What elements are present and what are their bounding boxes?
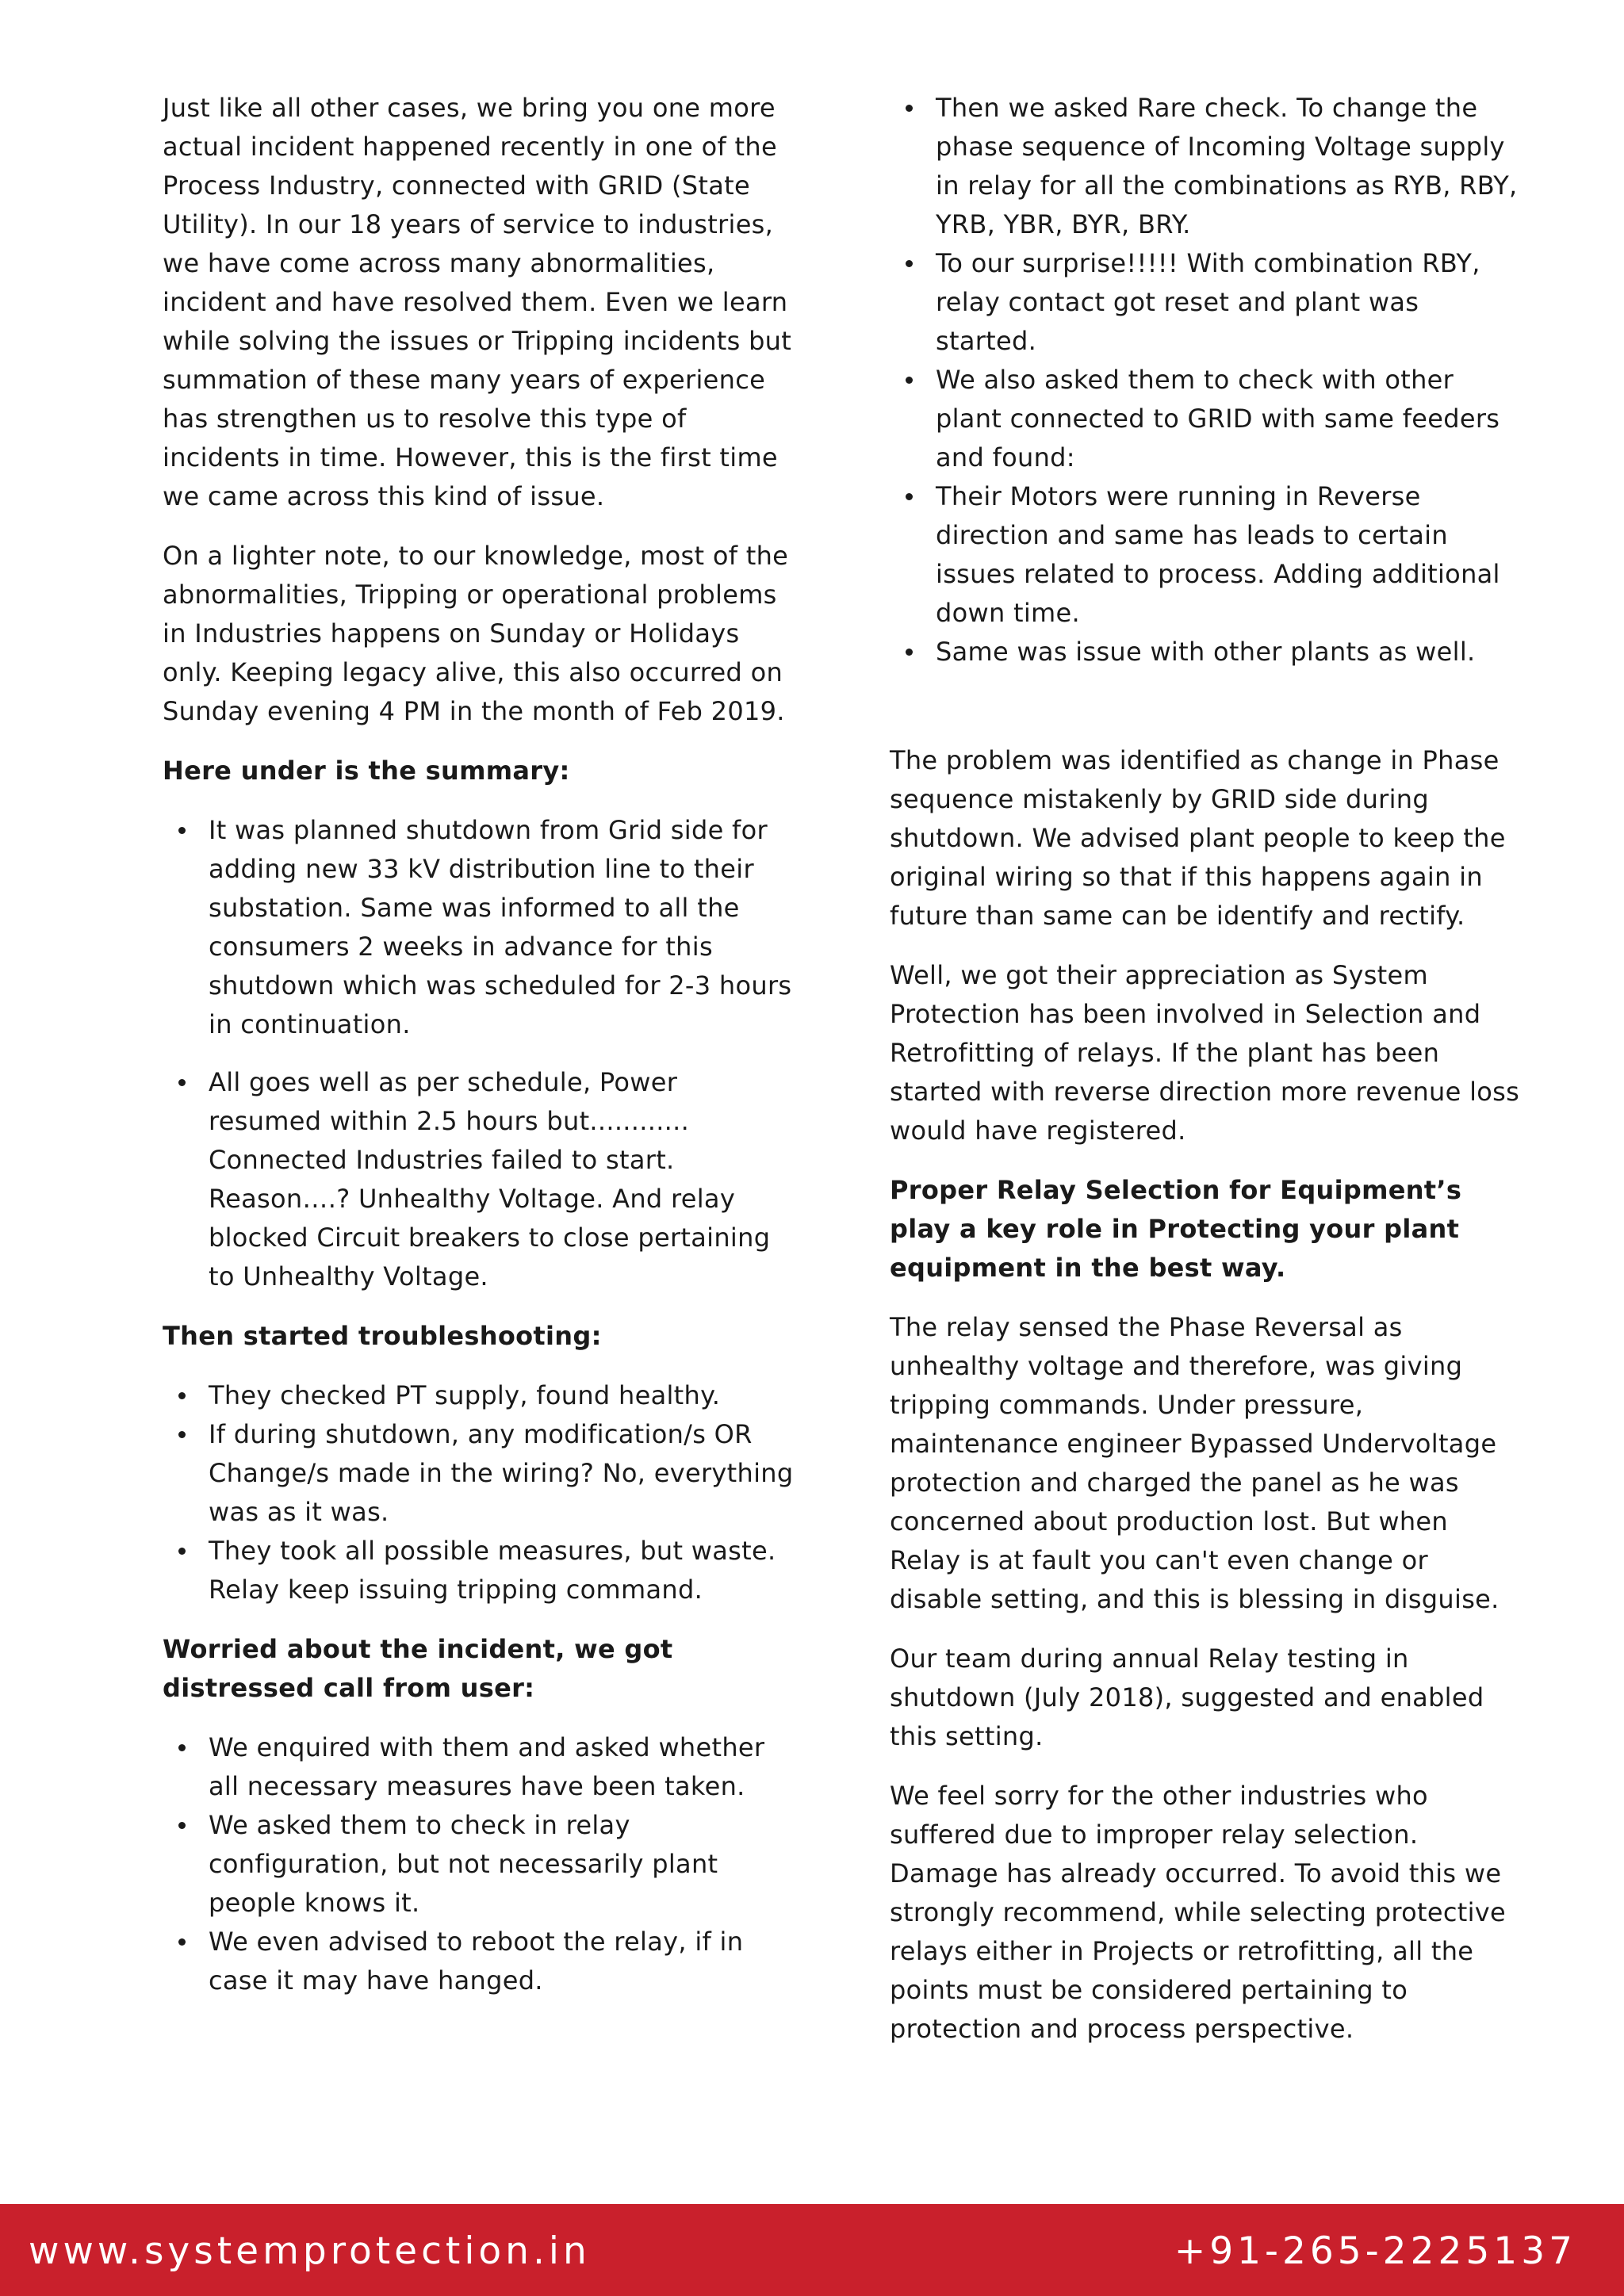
phone-number[interactable]: +91-265-2225137 (1174, 2229, 1576, 2273)
list-item: Then we asked Rare check. To change the phase sequence of Incoming Voltage supply in relay for all the combinations as RYB, RBY, YRB, YBR, BYR, BRY. (936, 89, 1524, 244)
list-item: To our surprise!!!!! With combination RBY, relay contact got reset and plant was started. (936, 244, 1524, 361)
summary-heading: Here under is the summary: (163, 756, 570, 786)
list-item: If during shutdown, any modification/s OR Change/s made in the wiring? No, everything was as it was. (209, 1415, 797, 1532)
list-item: We even advised to reboot the relay, if in case it may have hanged. (209, 1923, 797, 2000)
summary-list (163, 811, 797, 1296)
team-paragraph: Our team during annual Relay testing in shutdown (July 2018), suggested and enabled this setting. (890, 1644, 1484, 1751)
intro-paragraph-2: On a lighter note, to our knowledge, most of the abnormalities, Tripping or operational problems in Industries happens on Sunday or Holidays only. Keeping legacy alive, this also occurred on Sunday evening 4 PM in the month of Feb 2019. (163, 541, 789, 726)
relay-paragraph: The relay sensed the Phase Reversal as unhealthy voltage and therefore, was giving tripping commands. Under pressure, maintenance engineer Bypassed Undervoltage protection and charged the panel as he was concerned about production lost. But when Relay is at fault you can't even change or disable setting, and this is blessing in disguise. (890, 1312, 1500, 1614)
key-heading: Proper Relay Selection for Equipment’s play a key role in Protecting your plant equipment in the best way. (890, 1175, 1462, 1283)
list-item: We enquired with them and asked whether all necessary measures have been taken. (209, 1728, 797, 1806)
problem-paragraph: The problem was identified as change in Phase sequence mistakenly by GRID side during shutdown. We advised plant people to keep the original wiring so that if this happens again in future than same can be identify and rectify. (890, 745, 1506, 931)
list-item: All goes well as per schedule, Power resumed within 2.5 hours but............ Connected Industries failed to start. Reason….? Unhealthy Voltage. And relay blocked Circuit breakers to close pertaining to Unhealthy Voltage. (209, 1063, 797, 1296)
left-column (163, 89, 797, 2021)
list-item: Same was issue with other plants as well. (936, 633, 1524, 672)
website-link[interactable]: www.systemprotection.in (29, 2229, 591, 2273)
list-item: We asked them to check in relay configuration, but not necessarily plant people knows it. (209, 1806, 797, 1923)
list-item: Their Motors were running in Reverse direction and same has leads to certain issues related to process. Adding additional down time. (936, 477, 1524, 633)
list-item: We also asked them to check with other plant connected to GRID with same feeders and found: (936, 361, 1524, 477)
call-list (163, 1728, 797, 2000)
footer-bar (0, 2204, 1624, 2296)
right-column (890, 89, 1524, 2069)
list-item: They took all possible measures, but waste. Relay keep issuing tripping command. (209, 1532, 797, 1609)
sorry-paragraph: We feel sorry for the other industries who suffered due to improper relay selection. Damage has already occurred. To avoid this we strongly recommend, while selecting protective relays either in Projects or retrofitting, all the points must be considered pertaining to protection and process perspective. (890, 1781, 1506, 2044)
check-list (890, 89, 1524, 672)
troubleshooting-heading: Then started troubleshooting: (163, 1321, 602, 1351)
intro-paragraph-1: Just like all other cases, we bring you one more actual incident happened recently in one of the Process Industry, connected with GRID (State Utility). In our 18 years of service to industries, we have come across many abnormalities, incident and have resolved them. Even we learn while solving the issues or Tripping incidents but summation of these many years of experience has strengthen us to resolve this type of incidents in time. However, this is the first time we came across this kind of issue. (163, 93, 792, 511)
call-heading: Worried about the incident, we got distressed call from user: (163, 1634, 673, 1703)
list-item: It was planned shutdown from Grid side for adding new 33 kV distribution line to their substation. Same was informed to all the consumers 2 weeks in advance for this shutdown which was scheduled for 2-3 hours in continuation. (209, 811, 797, 1044)
appreciation-paragraph: Well, we got their appreciation as System Protection has been involved in Selection and Retrofitting of relays. If the plant has been started with reverse direction more revenue loss would have registered. (890, 960, 1520, 1146)
list-item: They checked PT supply, found healthy. (209, 1376, 797, 1415)
troubleshooting-list (163, 1376, 797, 1609)
